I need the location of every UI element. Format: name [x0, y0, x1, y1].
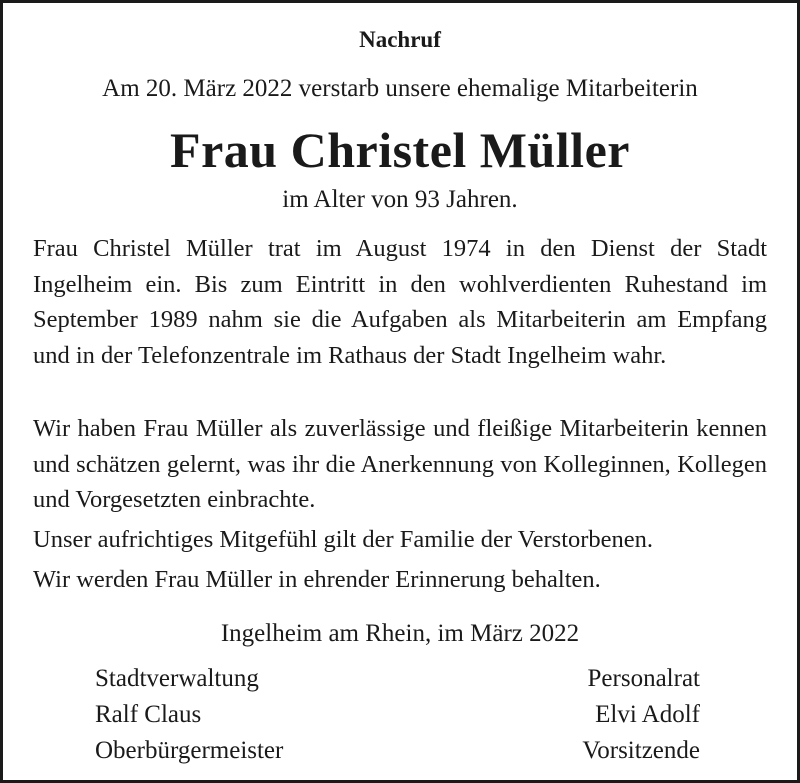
paragraph-appreciation: Wir haben Frau Müller als zuverlässige und fleißige Mitarbeiterin kennen und schätzen gelernt, was ihr die Anerkennung von Kolleginnen, Kollegen und Vorgesetzten einbrachte. [33, 415, 767, 513]
paragraph-career: Frau Christel Müller trat im August 1974 in den Dienst der Stadt Ingelheim ein. Bis zum Eintritt in den wohlverdienten Ruhestand im September 1989 nahm sie die Aufgaben als Mitarbeiterin am Empfang und in der Telefonzentrale im Rathaus der Stadt Ingelheim wahr. [33, 235, 767, 369]
signature-right-title: Vorsitzende [582, 737, 700, 764]
signature-left [95, 661, 283, 769]
signature-right-organization: Personalrat [587, 665, 700, 692]
signature-left-title: Oberbürgermeister [95, 737, 284, 764]
deceased-name: Frau Christel Müller [170, 122, 630, 178]
signature-left-person: Ralf Claus [95, 701, 202, 728]
notice-intro: Am 20. März 2022 verstarb unsere ehemalige Mitarbeiterin [102, 75, 698, 102]
signature-right-person: Elvi Adolf [595, 701, 700, 728]
place-date: Ingelheim am Rhein, im März 2022 [220, 620, 580, 647]
paragraph-condolence: Unser aufrichtiges Mitgefühl gilt der Familie der Verstorbenen. [33, 526, 654, 553]
notice-heading: Nachruf [359, 27, 441, 52]
signature-right [582, 661, 700, 769]
deceased-age: im Alter von 93 Jahren. [282, 186, 518, 213]
paragraph-remembrance: Wir werden Frau Müller in ehrender Erinnerung behalten. [33, 566, 601, 593]
signature-left-organization: Stadtverwaltung [95, 665, 259, 692]
